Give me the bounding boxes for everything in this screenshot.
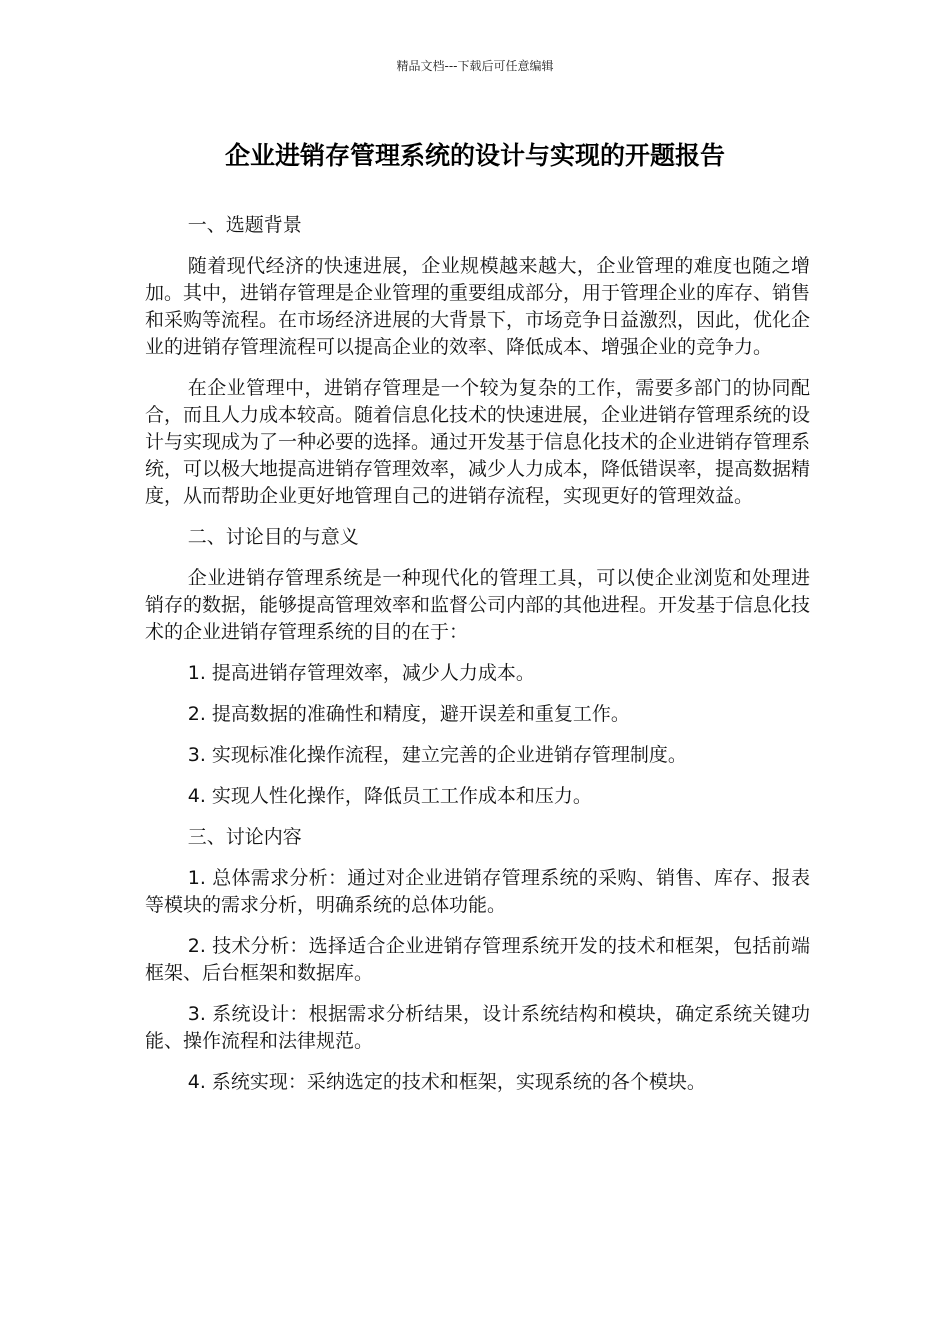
paragraph-background-1: 随着现代经济的快速进展，企业规模越来越大，企业管理的难度也随之增加。其中，进销存管理是企业管理的重要组成部分，用于管理企业的库存、销售和采购等流程。在市场经济进展的大背景下，市场竞争日益激烈，因此，优化企业的进销存管理流程可以提高企业的效率、降低成本、增强企业的竞争力。 <box>145 255 811 358</box>
section-heading-purpose: 二、讨论目的与意义 <box>187 526 359 548</box>
section-heading-content: 三、讨论内容 <box>187 826 302 848</box>
list-item-content-3: 3. 系统设计：根据需求分析结果，设计系统结构和模块，确定系统关键功能、操作流程和法律规范。 <box>145 1003 810 1052</box>
list-item-purpose-1: 1. 提高进销存管理效率，减少人力成本。 <box>187 662 535 684</box>
paragraph-background-2: 在企业管理中，进销存管理是一个较为复杂的工作，需要多部门的协同配合，而且人力成本较高。随着信息化技术的快速进展，企业进销存管理系统的设计与实现成为了一种必要的选择。通过开发基于信息化技术的企业进销存管理系统，可以极大地提高进销存管理效率，减少人力成本，降低错误率，提高数据精度，从而帮助企业更好地管理自己的进销存流程，实现更好的管理效益。 <box>145 377 811 507</box>
paragraph-purpose-1: 企业进销存管理系统是一种现代化的管理工具，可以使企业浏览和处理进销存的数据，能够提高管理效率和监督公司内部的其他进程。开发基于信息化技术的企业进销存管理系统的目的在于： <box>145 567 811 643</box>
list-item-content-1: 1. 总体需求分析：通过对企业进销存管理系统的采购、销售、库存、报表等模块的需求分析，明确系统的总体功能。 <box>145 867 810 916</box>
list-item-purpose-4: 4. 实现人性化操作，降低员工工作成本和压力。 <box>187 785 592 807</box>
section-heading-background: 一、选题背景 <box>187 214 302 236</box>
header-note: 精品文档---下载后可任意编辑 <box>396 59 554 73</box>
list-item-purpose-2: 2. 提高数据的准确性和精度，避开误差和重复工作。 <box>187 703 630 725</box>
document-body <box>145 212 810 1110</box>
list-item-content-2: 2. 技术分析：选择适合企业进销存管理系统开发的技术和框架，包括前端框架、后台框架和数据库。 <box>145 935 810 984</box>
list-item-content-4: 4. 系统实现：采纳选定的技术和框架，实现系统的各个模块。 <box>187 1071 706 1093</box>
list-item-purpose-3: 3. 实现标准化操作流程，建立完善的企业进销存管理制度。 <box>187 744 687 766</box>
document-title: 企业进销存管理系统的设计与实现的开题报告 <box>224 141 725 170</box>
